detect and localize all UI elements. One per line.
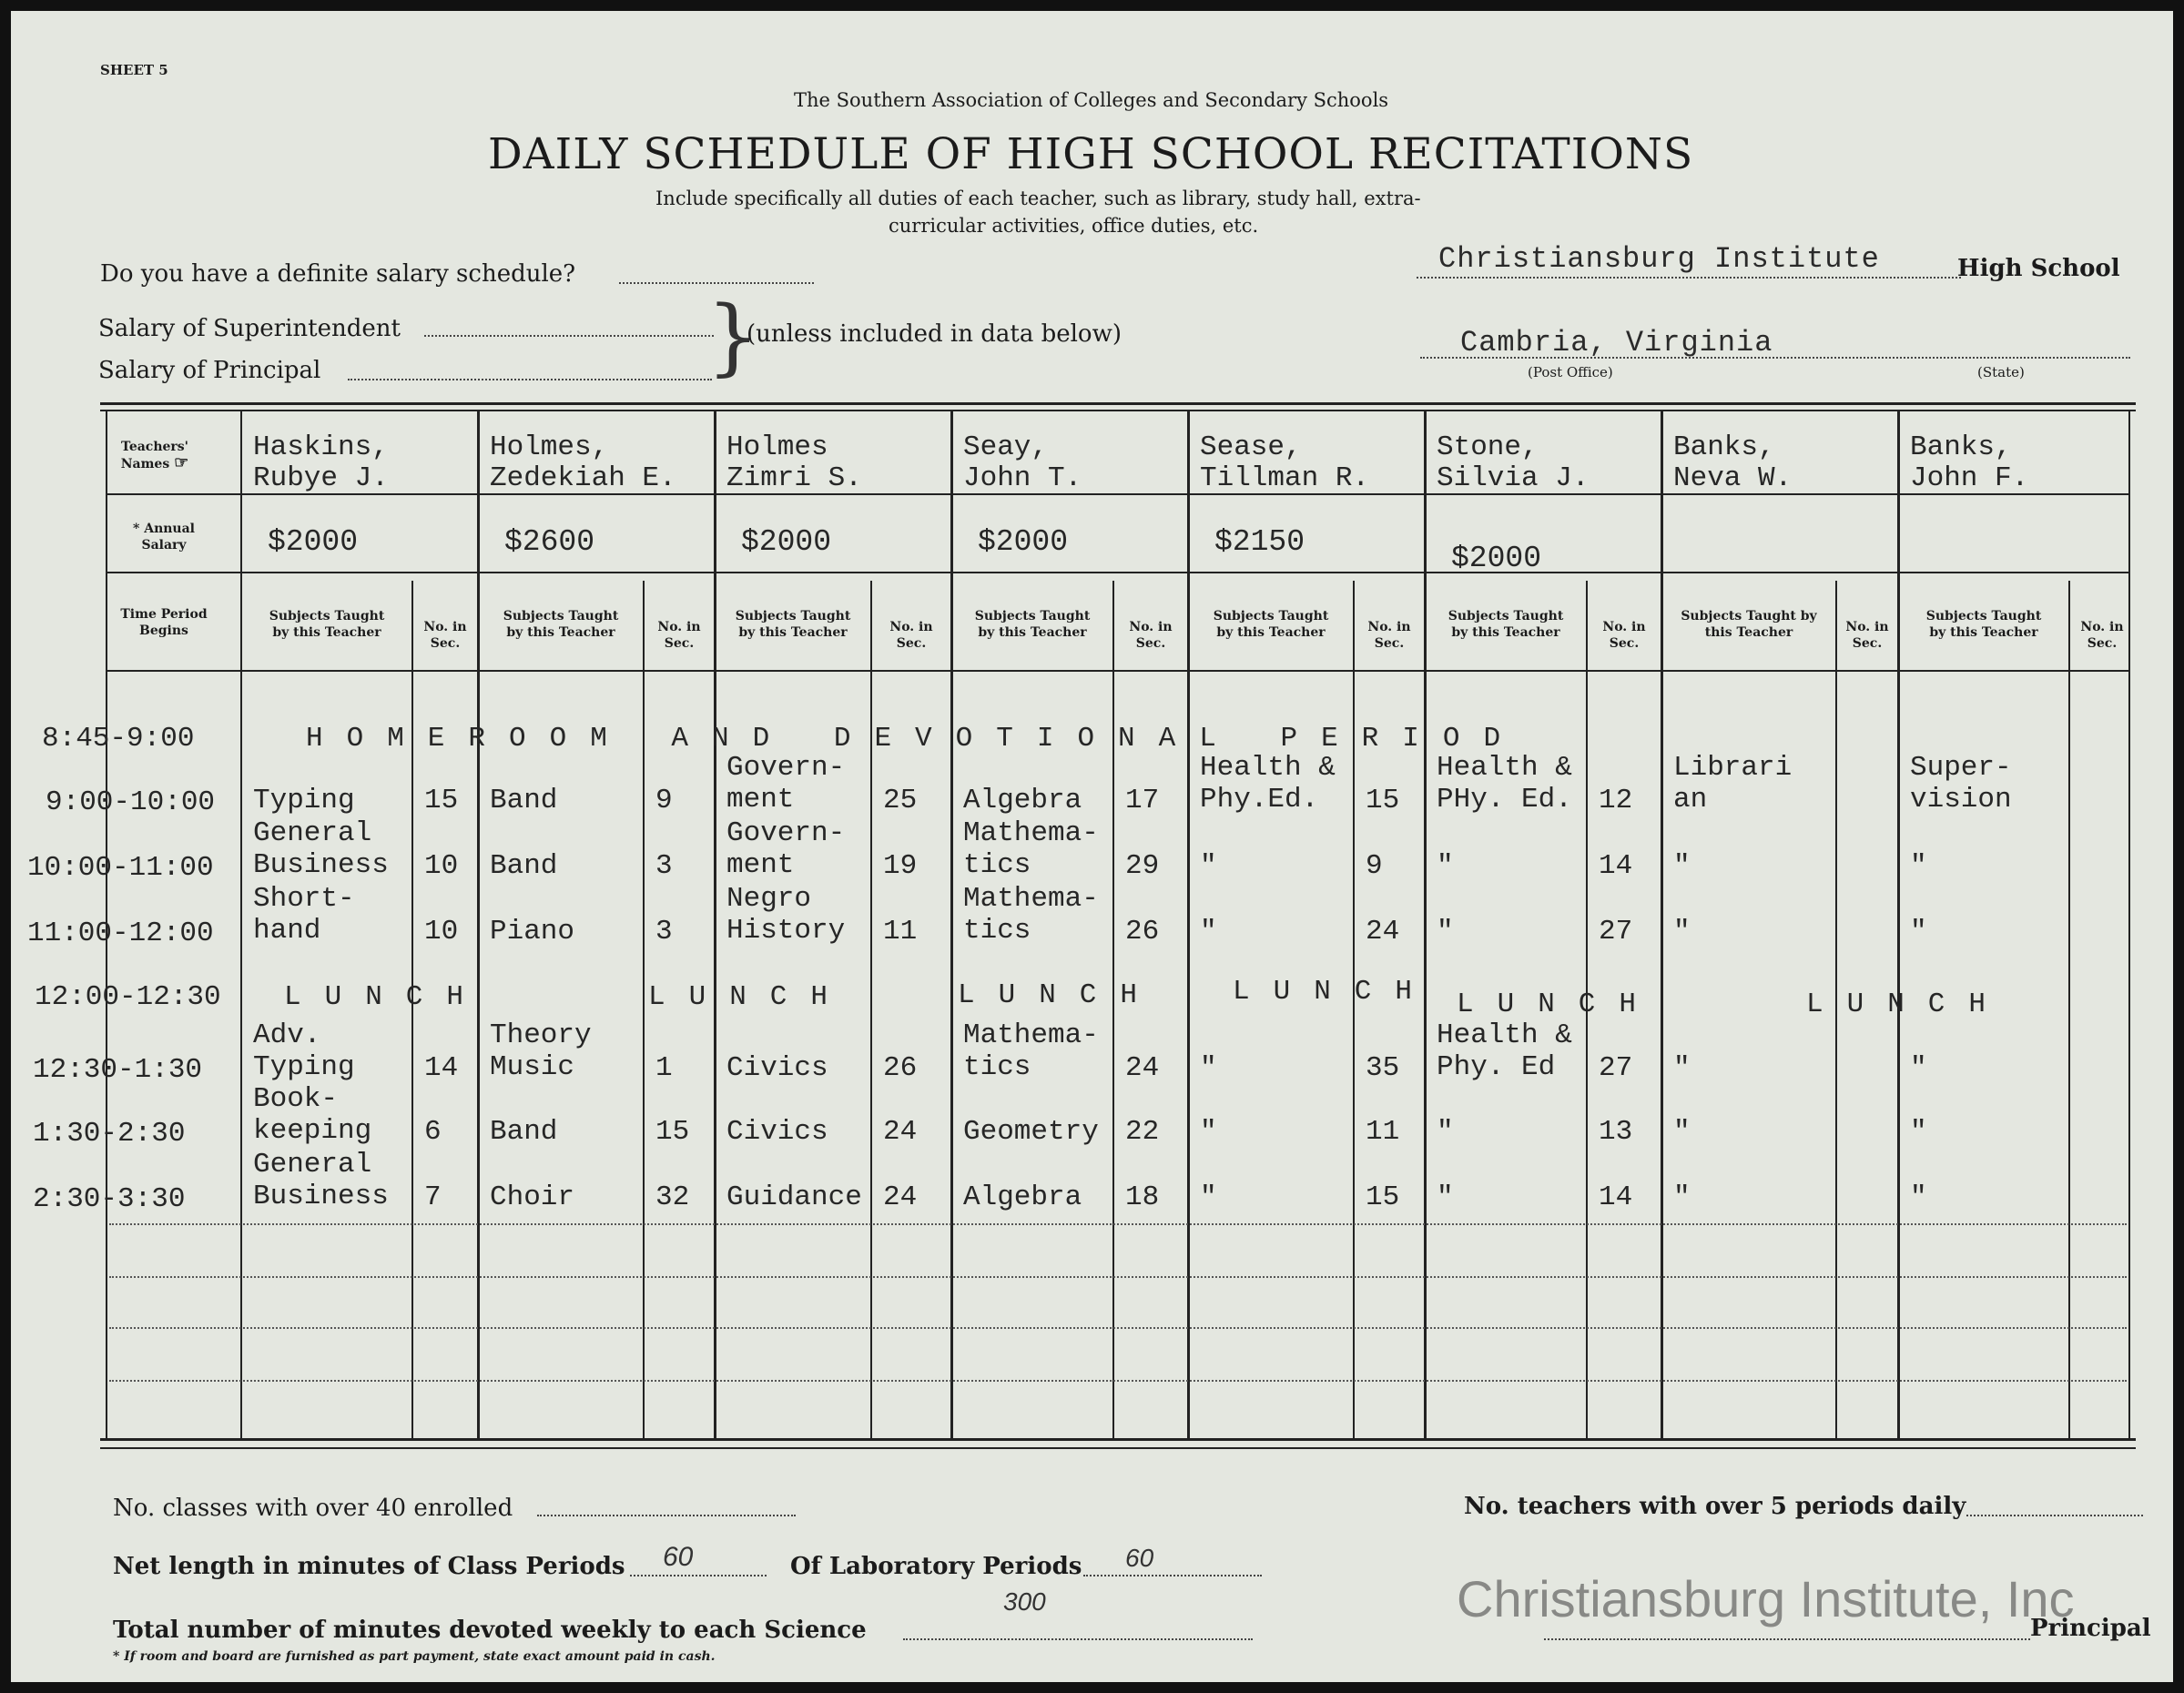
period-time: 2:30-3:30 [33,1183,186,1215]
teacher-name-line-2: Zedekiah E. [490,462,676,494]
net-length-value: 60 [663,1542,694,1572]
section-count-cell: 15 [1366,785,1400,816]
lab-periods-line [1083,1575,1262,1576]
homeroom-time: 8:45-9:00 [42,723,195,755]
teacher-salary: $2000 [268,525,359,559]
principal-salary-line [348,379,712,380]
empty-row-rule [109,1276,2127,1278]
section-count-cell: 10 [424,916,459,948]
subject-cell: Algebra [963,1181,1082,1213]
time-period-label: Time Period Begins [120,607,208,638]
section-count-cell: 24 [1125,1052,1160,1084]
right-edge-rule [2128,411,2130,1438]
superintendent-salary-label: Salary of Superintendent [98,315,401,342]
subject-cell: Negro History [726,883,846,947]
section-count-cell: 3 [655,850,673,882]
subject-cell: Geometry [963,1116,1099,1148]
subject-cell: " [1910,916,1927,948]
subject-cell: Band [490,850,558,882]
teacher-name-line-1: Banks, [1673,431,1775,463]
empty-row-rule [109,1380,2127,1382]
subjects-header: Subjects Taught by this Teacher [1681,609,1817,640]
teachers-names-label: Teachers' Names ☞ [120,440,189,472]
section-count-cell: 14 [1599,1181,1633,1213]
teacher-name-line-1: Seay, [963,431,1049,463]
subject-cell: Govern- ment [726,752,846,816]
section-count-cell: 11 [1366,1116,1400,1148]
section-count-cell: 7 [424,1181,442,1213]
sections-header: No. in Sec. [2080,620,2124,651]
subject-cell: Civics [726,1116,828,1148]
teacher-column-rule [477,411,480,1438]
brace-mark: } [706,288,760,385]
subject-cell: Health & Phy.Ed. [1200,752,1336,816]
subject-cell: " [1910,1181,1927,1213]
period-time: 1:30-2:30 [33,1118,186,1150]
section-count-cell: 19 [883,850,918,882]
subject-cell: Theory Music [490,1019,592,1083]
period-time: 9:00-10:00 [46,786,216,818]
association-name: The Southern Association of Colleges and Secondary Schools [794,89,1389,111]
section-count-cell: 18 [1125,1181,1160,1213]
subjects-header: Subjects Taught by this Teacher [1448,609,1564,640]
teacher-name-line-1: Sease, [1200,431,1302,463]
teacher-name-line-1: Haskins, [253,431,389,463]
section-column-rule [870,581,872,1438]
principal-salary-label: Salary of Principal [98,357,321,384]
unless-note: (unless included in data below) [747,320,1122,348]
section-count-cell: 6 [424,1116,442,1148]
lunch-label: LUNCH [958,979,1162,1011]
annual-salary-label: * Annual Salary [133,522,195,553]
table-bottom-rule [100,1438,2136,1441]
subject-cell: Book- keeping [253,1083,372,1147]
section-count-cell: 26 [1125,916,1160,948]
subject-cell: Govern- ment [726,817,846,881]
subjects-header: Subjects Taught by this Teacher [1925,609,2042,640]
subjects-header: Subjects Taught by this Teacher [735,609,851,640]
subject-cell: Mathema- tics [963,1019,1099,1083]
subject-cell: " [1437,850,1454,882]
subjects-header: Subjects Taught by this Teacher [269,609,385,640]
table-top-rule-2 [100,410,2136,411]
teacher-column-rule [1187,411,1190,1438]
section-count-cell: 13 [1599,1116,1633,1148]
teacher-column-rule [1897,411,1900,1438]
teacher-name-line-1: Holmes, [490,431,609,463]
section-count-cell: 9 [1366,850,1383,882]
teacher-name-line-1: Stone, [1437,431,1539,463]
period-time: 11:00-12:00 [27,917,214,949]
superintendent-salary-line [424,335,714,337]
post-office-value: Cambria, Virginia [1460,326,1773,360]
empty-row-rule [109,1223,2127,1225]
time-column-rule [240,411,242,1438]
subject-cell: Piano [490,916,575,948]
subjects-header: Subjects Taught by this Teacher [503,609,619,640]
subject-cell: Civics [726,1052,828,1084]
subject-cell: " [1673,1116,1691,1148]
subject-cell: " [1200,1116,1217,1148]
teacher-name-line-1: Holmes [726,431,828,463]
section-count-cell: 14 [1599,850,1633,882]
homeroom-period-text: HOMEROOM AND DEVOTIONAL PERIOD [306,723,1525,755]
subject-cell: Librari an [1673,752,1793,816]
science-minutes-label: Total number of minutes devoted weekly to each Science [113,1617,867,1644]
subject-cell: Algebra [963,785,1082,816]
section-count-cell: 25 [883,785,918,816]
subject-cell: Band [490,785,558,816]
subject-cell: General Business [253,817,389,881]
section-count-cell: 27 [1599,916,1633,948]
section-count-cell: 26 [883,1052,918,1084]
subject-cell: Super- vision [1910,752,2012,816]
names-row-rule [106,493,2128,495]
salary-row-rule [106,572,2128,573]
classes-over-40-label: No. classes with over 40 enrolled [113,1495,513,1522]
subject-cell: " [1200,916,1217,948]
classes-over-40-line [537,1515,796,1516]
subject-cell: " [1673,916,1691,948]
instructions-line-2: curricular activities, office duties, etc. [889,215,1259,237]
lunch-label: LUNCH [1806,988,2010,1020]
salary-schedule-answer-line [619,282,814,284]
teacher-salary: $2000 [978,525,1069,559]
lab-periods-label: Of Laboratory Periods [790,1553,1082,1580]
net-length-label: Net length in minutes of Class Periods [113,1553,625,1580]
principal-signature-line [1544,1638,2030,1640]
teacher-salary: $2150 [1214,525,1305,559]
form-title: DAILY SCHEDULE OF HIGH SCHOOL RECITATIONS [488,129,1694,179]
section-count-cell: 10 [424,850,459,882]
watermark: Christiansburg Institute, Inc [1457,1570,2075,1627]
teacher-name-line-2: Zimri S. [726,462,862,494]
subject-cell: " [1673,1052,1691,1084]
form-sheet [11,11,2173,1682]
subject-cell: " [1200,1181,1217,1213]
section-count-cell: 35 [1366,1052,1400,1084]
subject-cell: " [1673,1181,1691,1213]
teachers-over-5-label: No. teachers with over 5 periods daily [1464,1493,1966,1520]
teacher-salary: $2000 [741,525,832,559]
subject-cell: Guidance [726,1181,862,1213]
science-minutes-value: 300 [1003,1587,1046,1616]
section-count-cell: 11 [883,916,918,948]
school-suffix: High School [1957,255,2120,282]
teacher-name-line-2: John T. [963,462,1082,494]
pointing-hand-icon: ☞ [174,453,189,472]
sections-header: No. in Sec. [1845,620,1889,651]
section-column-rule [2068,581,2070,1438]
state-label: (State) [1977,364,2025,380]
subject-cell: Short- hand [253,883,355,947]
subjects-header: Subjects Taught by this Teacher [974,609,1091,640]
teacher-column-rule [714,411,716,1438]
sections-header: No. in Sec. [1602,620,1646,651]
section-count-cell: 9 [655,785,673,816]
post-office-label: (Post Office) [1528,364,1613,380]
section-count-cell: 24 [1366,916,1400,948]
subjects-header: Subjects Taught by this Teacher [1213,609,1329,640]
section-count-cell: 14 [424,1052,459,1084]
section-count-cell: 15 [655,1116,690,1148]
section-count-cell: 1 [655,1052,673,1084]
principal-label: Principal [2030,1615,2151,1642]
period-time: 12:30-1:30 [33,1054,203,1086]
section-column-rule [643,581,645,1438]
subject-cell: " [1200,1052,1217,1084]
section-count-cell: 29 [1125,850,1160,882]
lab-periods-value: 60 [1125,1544,1154,1572]
lunch-label: LUNCH [284,981,488,1013]
teacher-column-rule [1424,411,1427,1438]
teacher-column-rule [1661,411,1663,1438]
subject-cell: Adv. Typing [253,1019,355,1083]
subject-cell: Typing [253,785,355,816]
empty-row-rule [109,1327,2127,1329]
subject-cell: " [1673,850,1691,882]
subject-cell: " [1910,850,1927,882]
teacher-name-line-2: Rubye J. [253,462,389,494]
section-column-rule [1353,581,1355,1438]
sections-header: No. in Sec. [1129,620,1173,651]
salary-footnote-mark: * [133,522,140,536]
teacher-salary: $2000 [1451,542,1542,575]
lunch-label: LUNCH [1233,976,1437,1008]
section-count-cell: 15 [424,785,459,816]
subject-cell: Health & Phy. Ed [1437,1019,1572,1083]
teacher-salary: $2600 [504,525,595,559]
school-name-line [1417,277,1961,279]
teacher-name-line-2: Silvia J. [1437,462,1590,494]
teachers-over-5-line [1966,1515,2143,1516]
instructions-line-1: Include specifically all duties of each teacher, such as library, study hall, extra- [655,188,1421,209]
post-office-line [1420,357,2130,359]
table-bottom-rule-2 [100,1447,2136,1449]
subject-cell: Choir [490,1181,575,1213]
subject-cell: Mathema- tics [963,817,1099,881]
section-count-cell: 24 [883,1181,918,1213]
salary-schedule-question: Do you have a definite salary schedule? [100,260,576,288]
section-count-cell: 3 [655,916,673,948]
subject-cell: Health & PHy. Ed. [1437,752,1572,816]
section-count-cell: 32 [655,1181,690,1213]
footnote: * If room and board are furnished as part payment, state exact amount paid in cash. [113,1649,716,1664]
school-name: Christiansburg Institute [1438,242,1880,276]
sections-header: No. in Sec. [423,620,467,651]
teacher-name-line-2: Neva W. [1673,462,1793,494]
subject-cell: " [1200,850,1217,882]
teacher-name-line-2: Tillman R. [1200,462,1370,494]
subject-cell: Band [490,1116,558,1148]
section-count-cell: 24 [883,1116,918,1148]
subject-cell: Mathema- tics [963,883,1099,947]
subject-cell: General Business [253,1149,389,1212]
science-minutes-line [903,1638,1253,1640]
subject-cell: " [1437,916,1454,948]
period-time: 10:00-11:00 [27,852,214,884]
net-length-line [630,1575,767,1576]
subheader-row-rule [106,670,2128,672]
section-count-cell: 27 [1599,1052,1633,1084]
lunch-label: LUNCH [1457,988,1661,1020]
teacher-column-rule [950,411,953,1438]
section-count-cell: 12 [1599,785,1633,816]
section-count-cell: 22 [1125,1116,1160,1148]
section-count-cell: 17 [1125,785,1160,816]
sections-header: No. in Sec. [1367,620,1411,651]
sections-header: No. in Sec. [657,620,701,651]
subject-cell: " [1437,1116,1454,1148]
teacher-name-line-2: John F. [1910,462,2029,494]
lunch-label: LUNCH [648,981,852,1013]
subject-cell: " [1910,1052,1927,1084]
subject-cell: " [1437,1181,1454,1213]
table-top-rule [100,402,2136,405]
sheet-label: SHEET 5 [100,62,168,78]
lunch-time: 12:00-12:30 [35,981,221,1013]
section-count-cell: 15 [1366,1181,1400,1213]
teacher-name-line-1: Banks, [1910,431,2012,463]
sections-header: No. in Sec. [889,620,933,651]
subject-cell: " [1910,1116,1927,1148]
